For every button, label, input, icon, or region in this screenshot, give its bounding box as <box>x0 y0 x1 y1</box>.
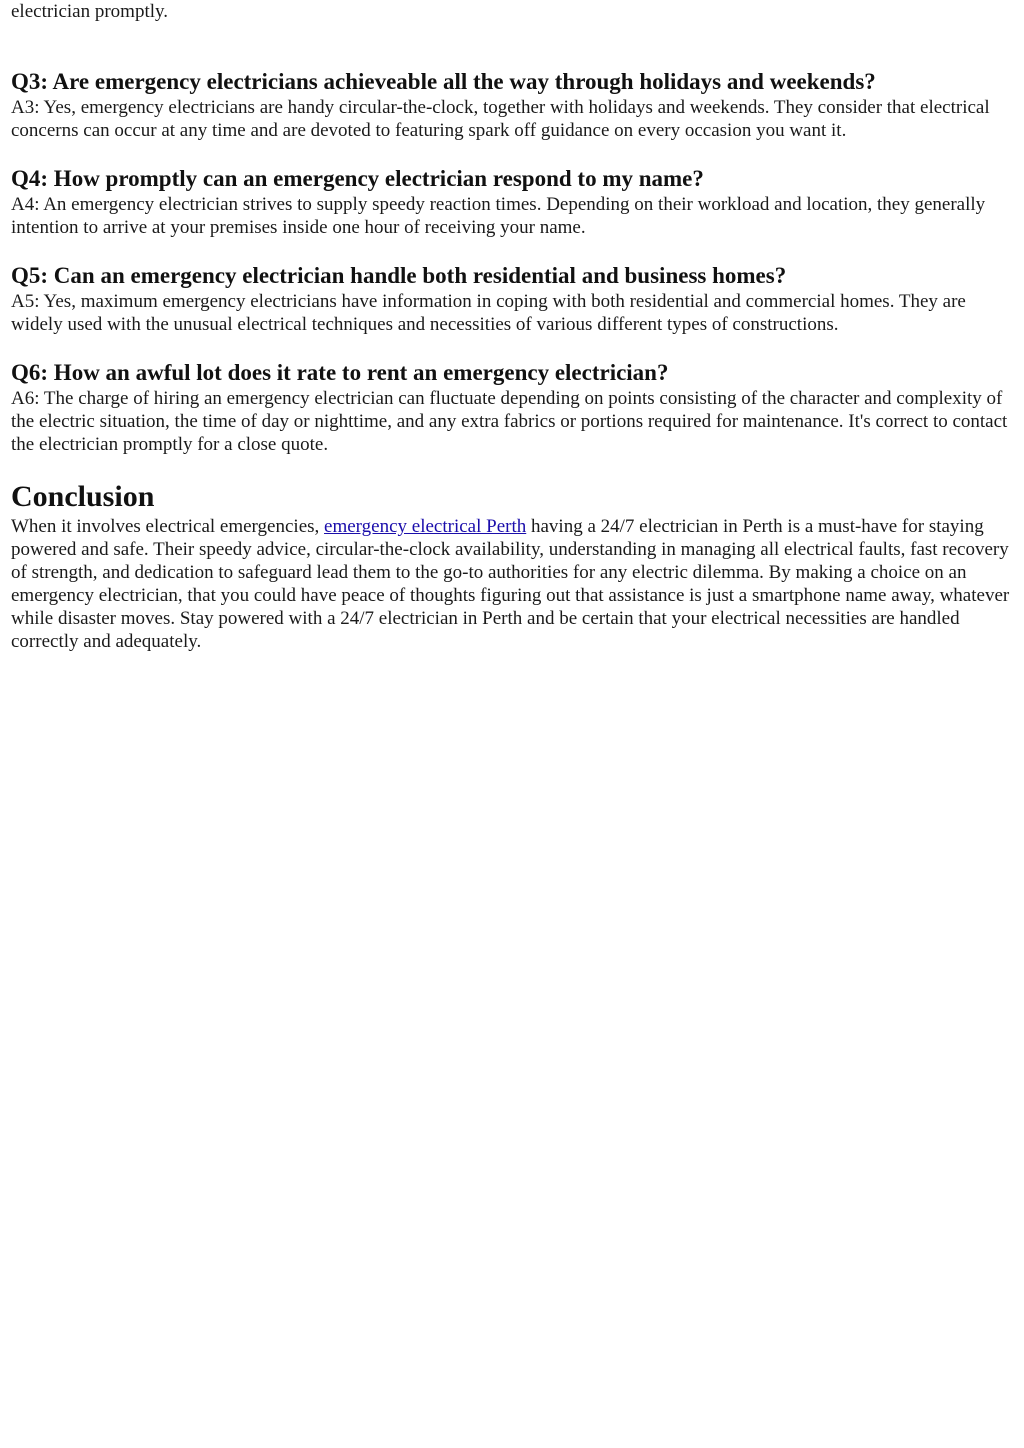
faq-question-q4: Q4: How promptly can an emergency electrician respond to my name? <box>11 166 704 191</box>
lead-fragment: electrician promptly. <box>11 1 169 22</box>
faq-question-q5: Q5: Can an emergency electrician handle both residential and business homes? <box>11 263 787 288</box>
faq-question-q6: Q6: How an awful lot does it rate to rent an emergency electrician? <box>11 360 669 385</box>
conclusion-text-before-link: When it involves electrical emergencies, <box>11 516 325 537</box>
article-body <box>0 0 1024 653</box>
faq-answer-a3: A3: Yes, emergency electricians are handy circular-the-clock, together with holidays and weekends. They consider that electrical concerns can occur at any time and are devoted to featuring spark off guidance on every occasion you want it. <box>11 97 990 141</box>
conclusion-heading: Conclusion <box>11 480 155 513</box>
conclusion-paragraph <box>11 515 1014 653</box>
faq-answer-a5: A5: Yes, maximum emergency electricians have information in coping with both residential and commercial homes. They are widely used with the unusual electrical techniques and necessities of various different types of constructions. <box>11 291 966 335</box>
emergency-electrical-perth-link[interactable]: emergency electrical Perth <box>324 516 527 537</box>
faq-answer-a6: A6: The charge of hiring an emergency electrician can fluctuate depending on points consisting of the character and complexity of the electric situation, the time of day or nighttime, and any extra fabrics or portions required for maintenance. It's correct to contact the electrician promptly for a close quote. <box>11 388 1008 455</box>
faq-answer-a4: A4: An emergency electrician strives to supply speedy reaction times. Depending on their workload and location, they generally intention to arrive at your premises inside one hour of receiving your name. <box>11 194 986 238</box>
conclusion-text-after-link: having a 24/7 electrician in Perth is a must-have for staying powered and safe. Their speedy advice, circular-the-clock availability, understanding in managing all electrical faults, fast recovery of strength, and dedication to safeguard lead them to the go-to authorities for any electric dilemma. By making a choice on an emergency electrician, that you could have peace of thoughts figuring out that assistance is just a smartphone name away, whatever while disaster moves. Stay powered with a 24/7 electrician in Perth and be certain that your electrical necessities are handled correctly and adequately. <box>11 516 1010 652</box>
faq-question-q3: Q3: Are emergency electricians achieveable all the way through holidays and weekends? <box>11 69 876 94</box>
